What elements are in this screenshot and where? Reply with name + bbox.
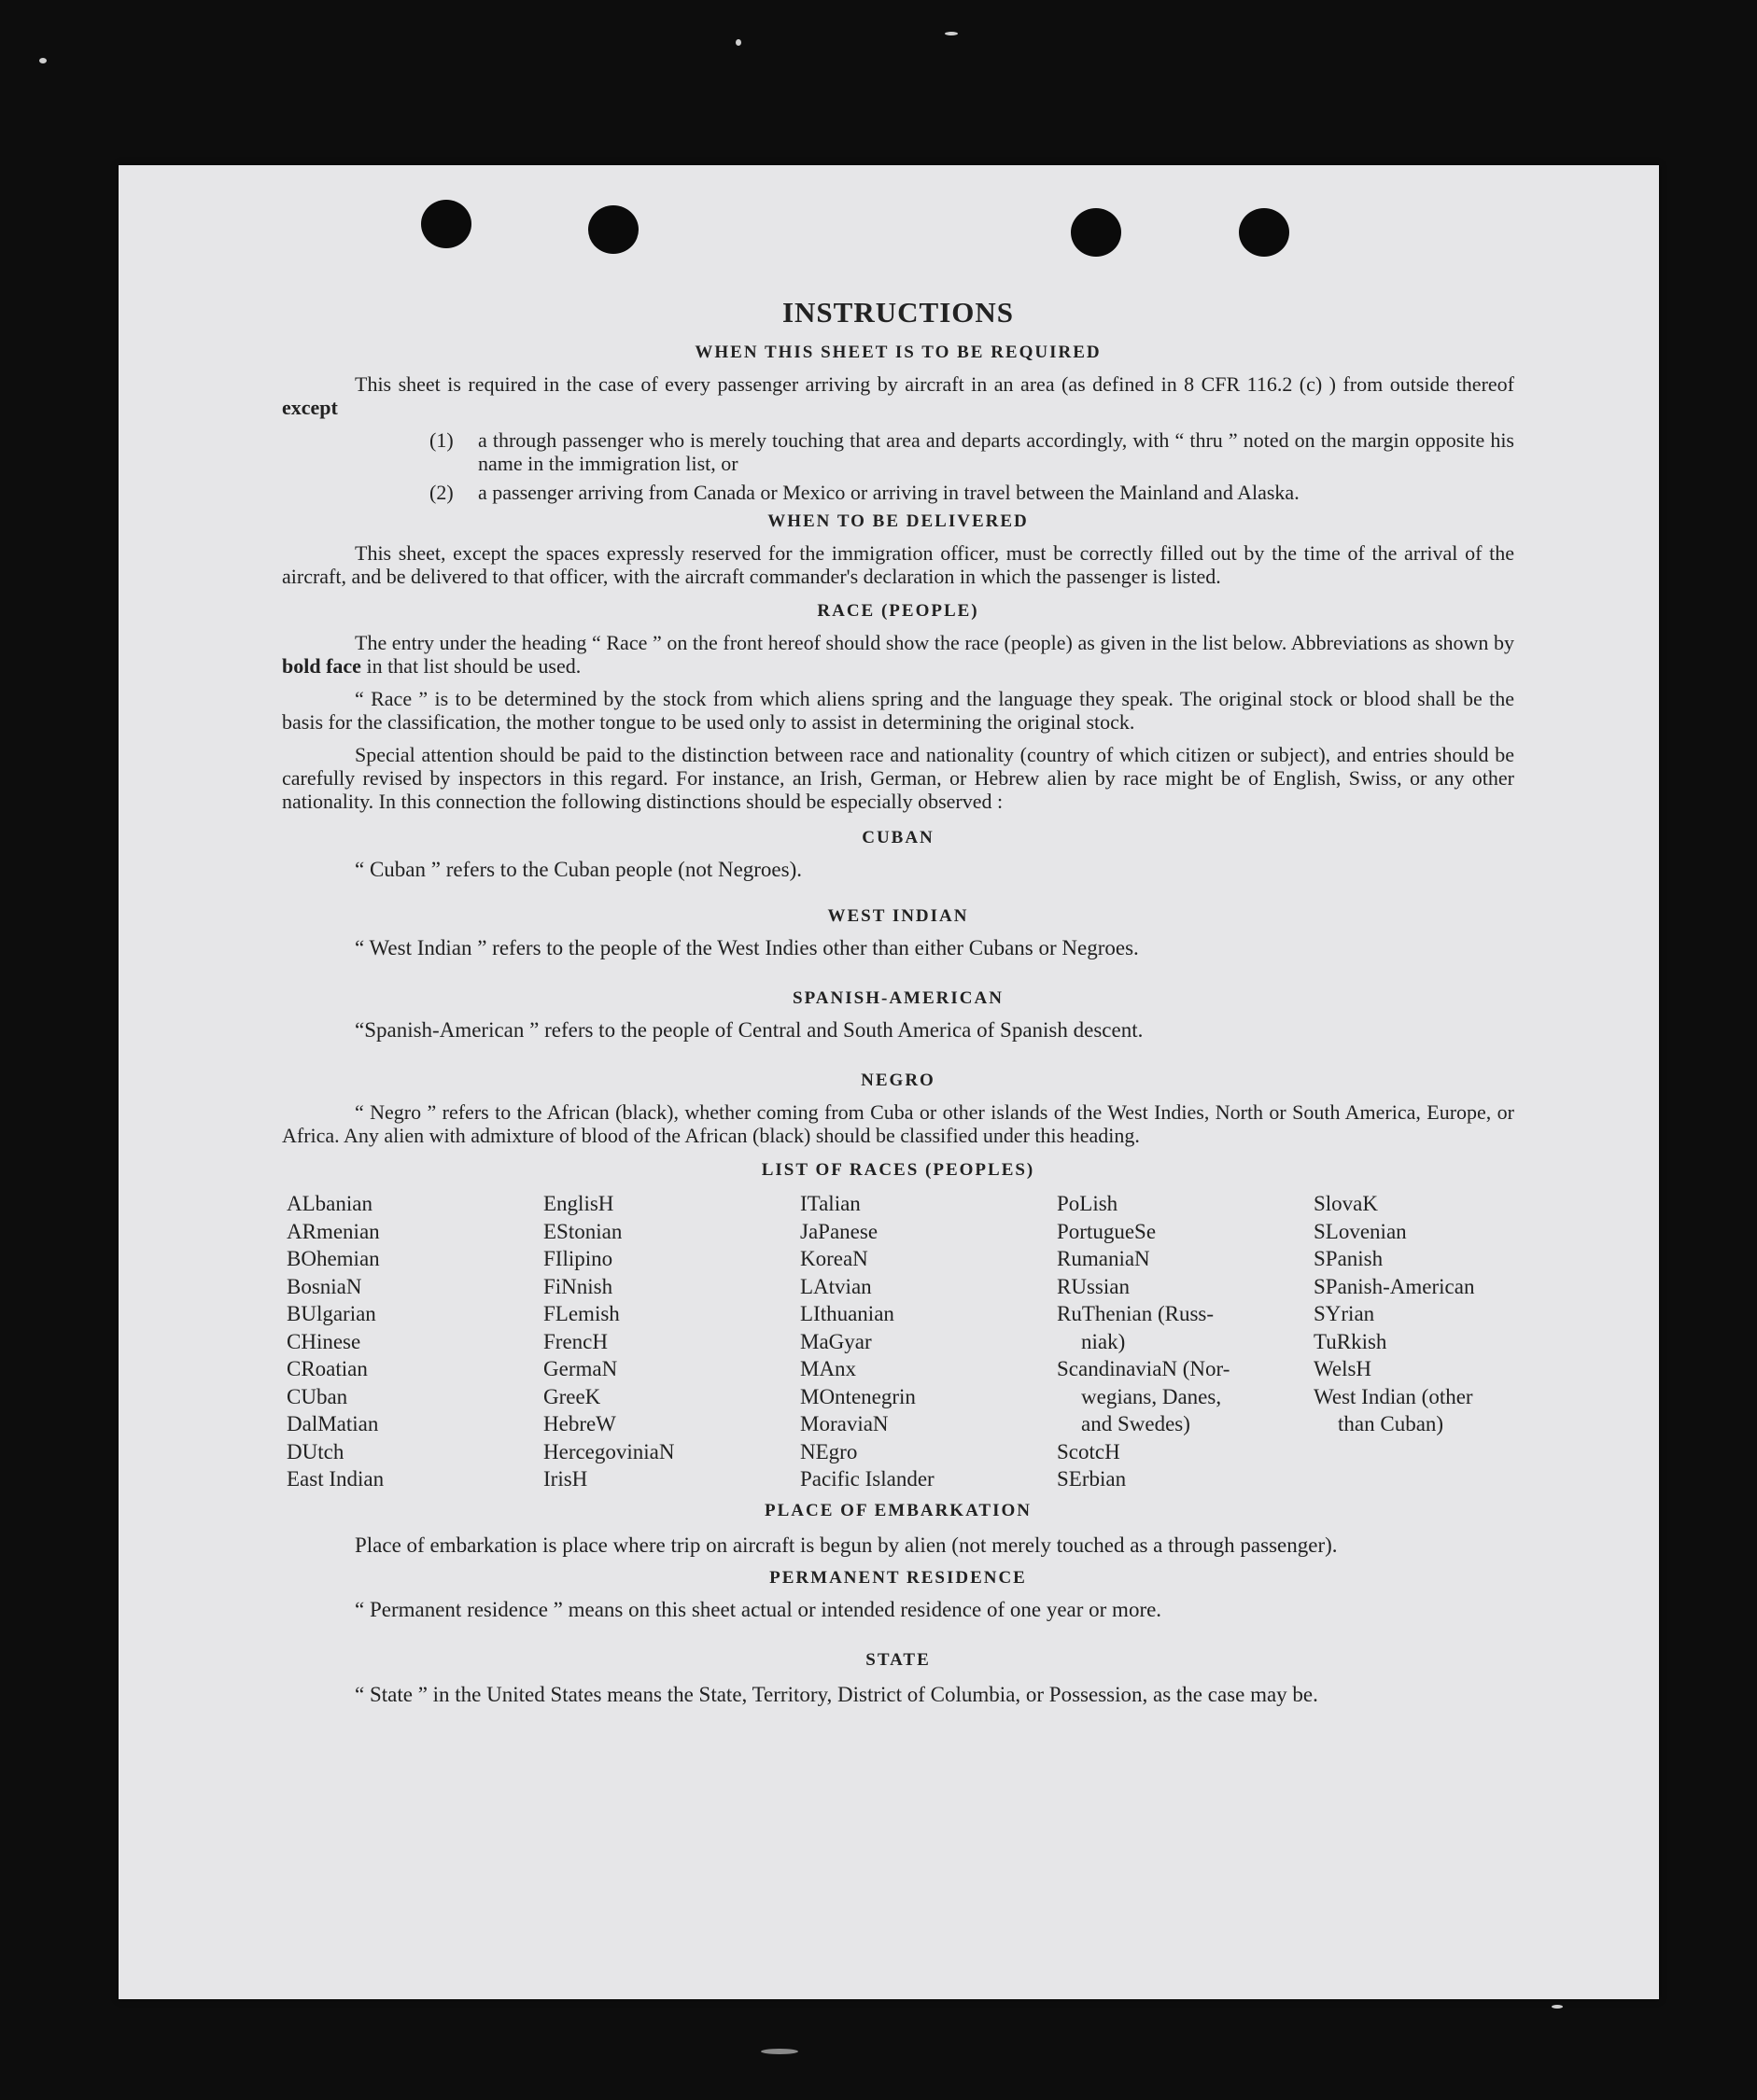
exception-item-1: (1) a through passenger who is merely touching that area and departs accordingly, with “ thru ” noted on the margin opposite his name in the immigration list, or [429, 428, 1514, 475]
race-item: FLemish [543, 1302, 620, 1325]
race-item: CHinese [287, 1329, 361, 1353]
heading-state: STATE [865, 1649, 931, 1670]
heading-race: RACE (PEOPLE) [817, 601, 979, 621]
race-item: JaPanese [800, 1219, 878, 1243]
heading-west-indian: WEST INDIAN [827, 906, 969, 926]
races-list [287, 1190, 1514, 1493]
race-item: CUban [287, 1384, 348, 1408]
race-item: KoreaN [800, 1247, 868, 1270]
required-intro: This sheet is required in the case of every passenger arriving by aircraft in an area (as defined in 8 CFR 116.2 (c) ) from outside thereof except [282, 372, 1514, 419]
race-item: PoLish [1057, 1192, 1118, 1215]
spanish-american-text: “Spanish-American ” refers to the people of Central and South America of Spanish descent. [355, 1018, 1144, 1042]
west-indian-text: “ West Indian ” refers to the people of the West Indies other than either Cubans or Negroes. [355, 936, 1139, 959]
race-item: GreeK [543, 1384, 601, 1408]
race-item: FrencH [543, 1329, 608, 1353]
exception-item-2: (2) a passenger arriving from Canada or Mexico or arriving in travel between the Mainland and Alaska. [429, 481, 1300, 504]
race-item: EnglisH [543, 1192, 614, 1215]
race-paragraph-1: The entry under the heading “ Race ” on the front hereof should show the race (people) as given in the list below. Abbreviations as shown by bold face in that list should be used. [282, 631, 1514, 678]
heading-cuban: CUBAN [862, 828, 935, 847]
race-item: niak) [1081, 1329, 1126, 1353]
race-item: HercegoviniaN [543, 1439, 675, 1463]
race-item: SPanish-American [1314, 1274, 1475, 1298]
race-item: GermaN [543, 1357, 618, 1380]
heading-spanish-american: SPANISH-AMERICAN [793, 988, 1004, 1008]
film-speck [761, 2049, 798, 2054]
race-item: EStonian [543, 1219, 623, 1243]
punch-hole [1071, 208, 1121, 257]
race-item: than Cuban) [1338, 1412, 1444, 1435]
race-item: FiNnish [543, 1274, 613, 1298]
race-item: RuThenian (Russ- [1057, 1302, 1215, 1325]
film-speck [1552, 2005, 1563, 2009]
race-item [1314, 1465, 1566, 1493]
race-item: BosniaN [287, 1274, 362, 1298]
race-item: HebreW [543, 1412, 616, 1435]
race-item: SlovaK [1314, 1192, 1378, 1215]
heading-list-of-races: LIST OF RACES (PEOPLES) [761, 1160, 1035, 1180]
embarkation-text: Place of embarkation is place where trip on aircraft is begun by alien (not merely touched as a through passenger). [355, 1533, 1338, 1557]
race-item [1314, 1438, 1566, 1466]
race-item: DUtch [287, 1439, 344, 1463]
race-item: DalMatian [287, 1412, 379, 1435]
race-paragraph-3: Special attention should be paid to the distinction between race and nationality (country of which citizen or subject), and entries should be carefully revised by inspectors in this regard. For instance, an Irish, German, or Hebrew alien by race might be of English, Swiss, or any other nationality. In this connection the following distinctions should be especially observed : [282, 743, 1514, 813]
race-item: BUlgarian [287, 1302, 376, 1325]
race-item: MOntenegrin [800, 1384, 916, 1408]
race-item: MAnx [800, 1357, 857, 1380]
state-text: “ State ” in the United States means the State, Territory, District of Columbia, or Possession, as the case may be. [355, 1682, 1318, 1706]
race-paragraph-2: “ Race ” is to be determined by the stock from which aliens spring and the language they speak. The original stock or blood shall be the basis for the classification, the mother tongue to be used only to assist in determining the original stock. [282, 687, 1514, 734]
race-item: West Indian (other [1314, 1384, 1473, 1408]
punch-hole [421, 200, 471, 248]
document-sheet [119, 165, 1659, 1999]
race-item: FIlipino [543, 1247, 613, 1270]
race-item: Pacific Islander [800, 1467, 935, 1491]
race-item: BOhemian [287, 1247, 380, 1270]
race-item: SPanish [1314, 1247, 1384, 1270]
heading-embarkation: PLACE OF EMBARKATION [765, 1500, 1032, 1520]
race-item: ALbanian [287, 1192, 372, 1215]
race-item: and Swedes) [1081, 1412, 1190, 1435]
race-item: ARmenian [287, 1219, 380, 1243]
heading-negro: NEGRO [861, 1071, 935, 1090]
race-item: ITalian [800, 1192, 861, 1215]
race-item: East Indian [287, 1467, 385, 1491]
punch-hole [588, 205, 639, 254]
residence-text: “ Permanent residence ” means on this sheet actual or intended residence of one year or more. [355, 1597, 1162, 1621]
negro-text: “ Negro ” refers to the African (black), whether coming from Cuba or other islands of the West Indies, North or South America, Europe, or Africa. Any alien with admixture of blood of the African (black) should be classified under this heading. [282, 1100, 1514, 1147]
race-item: CRoatian [287, 1357, 368, 1380]
delivered-text: This sheet, except the spaces expressly reserved for the immigration officer, must be correctly filled out by the time of the arrival of the aircraft, and be delivered to that officer, with the aircraft commander's declaration in which the passenger is listed. [282, 541, 1514, 588]
race-item: IrisH [543, 1467, 588, 1491]
race-item: PortugueSe [1057, 1219, 1157, 1243]
race-item: ScotcH [1057, 1439, 1120, 1463]
race-item: MoraviaN [800, 1412, 889, 1435]
heading-required: WHEN THIS SHEET IS TO BE REQUIRED [695, 343, 1102, 362]
race-item: LAtvian [800, 1274, 872, 1298]
film-speck [945, 32, 958, 35]
page-title: INSTRUCTIONS [781, 296, 1014, 329]
heading-delivered: WHEN TO BE DELIVERED [767, 511, 1029, 531]
race-item: ScandinaviaN (Nor- [1057, 1357, 1230, 1380]
race-item: RUssian [1057, 1274, 1130, 1298]
race-item: LIthuanian [800, 1302, 894, 1325]
race-item: MaGyar [800, 1329, 872, 1353]
race-item: SYrian [1314, 1302, 1375, 1325]
race-item: SErbian [1057, 1467, 1127, 1491]
instructions-content [282, 296, 1514, 1710]
film-speck [39, 58, 47, 63]
film-speck [736, 39, 741, 46]
punch-hole [1239, 208, 1289, 257]
heading-permanent-residence: PERMANENT RESIDENCE [769, 1567, 1027, 1588]
race-item: NEgro [800, 1439, 858, 1463]
race-item: RumaniaN [1057, 1247, 1150, 1270]
race-item: WelsH [1314, 1357, 1372, 1380]
race-item: TuRkish [1314, 1329, 1387, 1353]
cuban-text: “ Cuban ” refers to the Cuban people (not Negroes). [355, 858, 803, 881]
race-item: SLovenian [1314, 1219, 1407, 1243]
race-item: wegians, Danes, [1081, 1384, 1222, 1408]
